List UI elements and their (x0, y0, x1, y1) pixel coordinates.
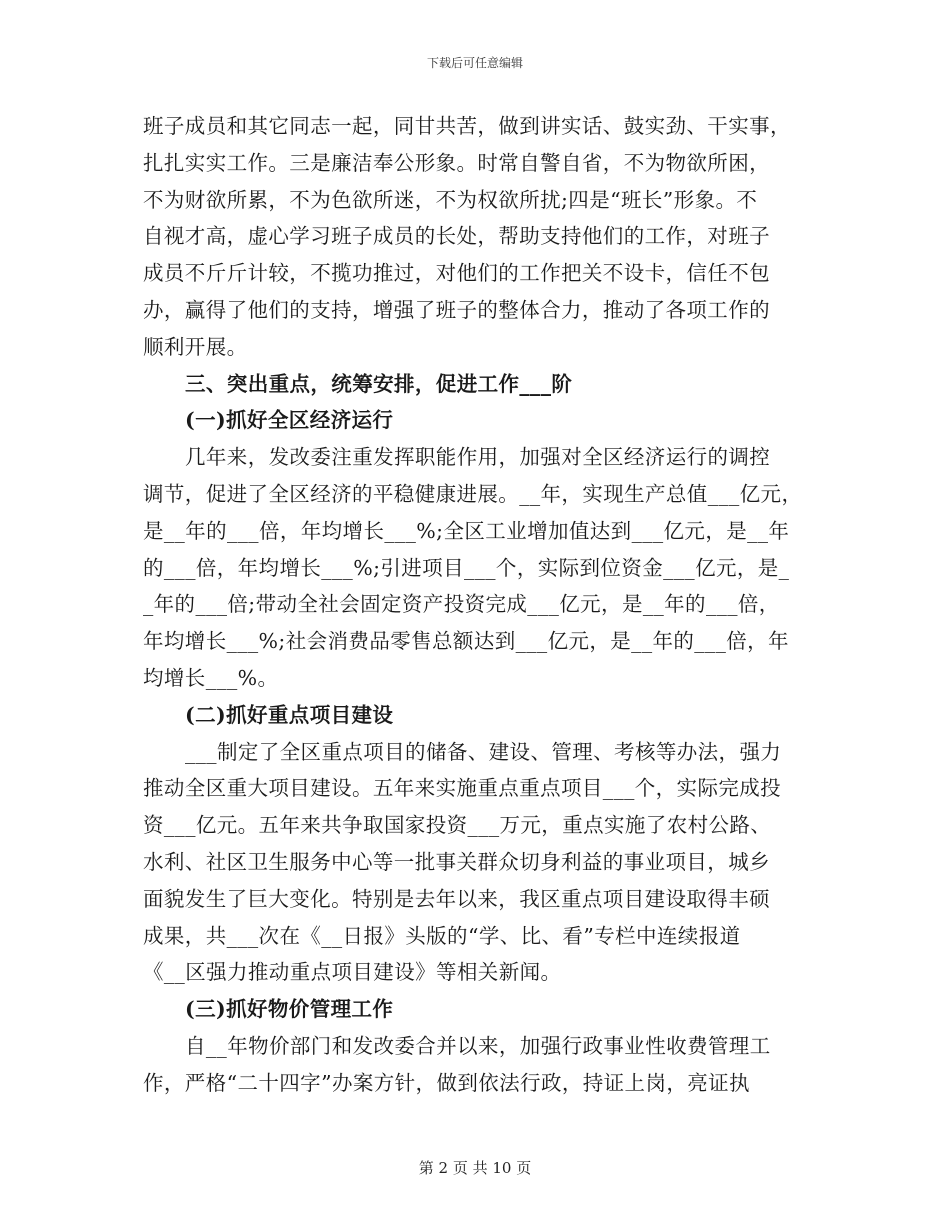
text-line: 扎扎实实工作。三是廉洁奉公形象。时常自警自省，不为物欲所困， (143, 150, 770, 175)
text-line: 顺利开展。 (143, 334, 248, 359)
text-line: 是__年的___倍，年均增长___%;全区工业增加值达到___亿元，是__年 (143, 518, 790, 543)
page-number: 第 2 页 共 10 页 (418, 1159, 532, 1177)
text-line: 成果，共___次在《__日报》头版的“学、比、看”专栏中连续报道 (143, 923, 741, 948)
paragraph-first-line: ___制定了全区重点项目的储备、建设、管理、考核等办法，强力 (185, 739, 782, 764)
text-line: 办，赢得了他们的支持，增强了班子的整体合力，推动了各项工作的 (143, 297, 770, 322)
text-line: 自视才高，虚心学习班子成员的长处，帮助支持他们的工作，对班子 (143, 224, 770, 249)
subsection-heading: (二)抓好重点项目建设 (185, 702, 394, 727)
text-line: 不为财欲所累，不为色欲所迷，不为权欲所扰;四是“班长”形象。不 (143, 187, 758, 212)
text-line: 资___亿元。五年来共争取国家投资___万元，重点实施了农村公路、 (143, 813, 772, 838)
section-heading: 三、突出重点，统筹安排，促进工作___阶 (185, 371, 573, 396)
subsection-heading: (一)抓好全区经济运行 (185, 408, 394, 433)
subsection-heading: (三)抓好物价管理工作 (185, 997, 394, 1022)
paragraph-first-line: 几年来，发改委注重发挥职能作用，加强对全区经济运行的调控 (185, 445, 771, 470)
text-line: 班子成员和其它同志一起，同甘共苦，做到讲实话、鼓实劲、干实事， (143, 114, 791, 138)
page-header: 下载后可任意编辑 (426, 56, 523, 70)
text-line: 调节，促进了全区经济的平稳健康进展。__年，实现生产总值___亿元， (143, 481, 803, 506)
text-line: 作，严格“二十四字”办案方针，做到依法行政，持证上岗，亮证执 (143, 1070, 750, 1095)
text-line: 推动全区重大项目建设。五年来实施重点重点项目___个，实际完成投 (143, 776, 782, 801)
text-line: 均增长___%。 (143, 665, 279, 690)
text-line: 水利、社区卫生服务中心等一批事关群众切身利益的事业项目，城乡 (143, 849, 770, 874)
paragraph-first-line: 自__年物价部门和发改委合并以来，加强行政事业性收费管理工 (185, 1033, 771, 1058)
text-line: 年均增长___%;社会消费品零售总额达到___亿元，是__年的___倍，年 (143, 629, 789, 654)
text-line: 成员不斤斤计较，不揽功推过，对他们的工作把关不设卡，信任不包 (143, 261, 770, 286)
text-line: 的___倍，年均增长___%;引进项目___个，实际到位资金___亿元，是_ (143, 555, 790, 580)
document-body (143, 108, 808, 1102)
text-line: 《__区强力推动重点项目建设》等相关新闻。 (143, 960, 562, 985)
text-line: _年的___倍;带动全社会固定资产投资完成___亿元，是__年的___倍， (143, 592, 780, 617)
text-line: 面貌发生了巨大变化。特别是去年以来，我区重点项目建设取得丰硕 (143, 886, 770, 911)
